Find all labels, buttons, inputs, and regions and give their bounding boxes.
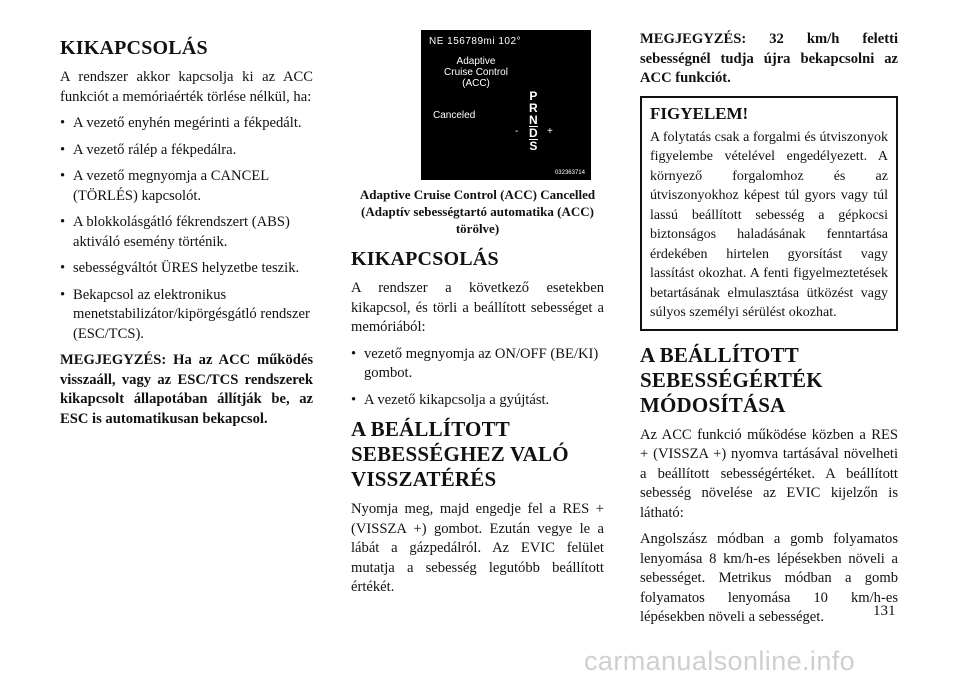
list-item: • A vezető rálép a fékpedálra.	[60, 141, 237, 158]
gear-r: R	[529, 101, 538, 115]
odometer-readout: NE 156789mi 102°	[429, 36, 522, 47]
section-heading: KIKAPCSOLÁS	[60, 37, 208, 59]
page-number: 131	[873, 603, 896, 619]
gear-p: P	[529, 89, 538, 103]
middle-column	[351, 30, 604, 605]
section-heading: KIKAPCSOLÁS	[351, 248, 499, 270]
plus-icon: +	[547, 126, 553, 137]
body-paragraph: Nyomja meg, majd engedje fel a RES + (VISSZA +) gombot. Ezután vegye le a lábát a gázpedálról. Az EVIC felület mutatja a sebesség legutóbb beállított értékét.	[351, 501, 604, 595]
figure-caption: Adaptive Cruise Control (ACC) Cancelled (Adaptív sebességtartó automatika (ACC) törölve)	[359, 187, 596, 236]
warning-box	[640, 96, 898, 331]
list-item: • A vezető kikapcsolja a gyújtást.	[351, 391, 550, 408]
warning-text: A folytatás csak a forgalmi és útviszonyok figyelembe vételével engedélyezett. A környező forgalomhoz és az útviszonyokhoz képest túl gyors vagy túl lassú beállított sebesség a gépkocsi biztonságos haladásának fenntartása érdekében hirtelen gyorsítást vagy lassítást okozhat. A fenti figyelmeztetések betartásának elmulasztása ütközést vagy súlyos személyi sérülést okozhat.	[650, 129, 888, 320]
figure-code: 032363714	[554, 170, 585, 176]
gear-n: N	[529, 113, 538, 127]
intro-paragraph: A rendszer a következő esetekben kikapcsol, és törli a beállított sebességet a memóriából:	[351, 280, 604, 335]
gear-d: D	[529, 126, 538, 140]
warning-title: FIGYELEM!	[650, 103, 749, 123]
gear-s: S	[529, 139, 538, 153]
condition-list	[60, 114, 313, 344]
minus-icon: -	[515, 126, 519, 137]
acc-status: Canceled	[433, 110, 476, 121]
body-paragraph: Az ACC funkció működése közben a RES + (VISSZA +) nyomva tartásával növelheti a beállított sebességértéket. A beállított sebesség növelése az EVIC kijelzőn is látható:	[640, 426, 898, 521]
section-heading: A BEÁLLÍTOTT SEBESSÉGÉRTÉK MÓDOSÍTÁSA	[640, 342, 823, 417]
evic-display-image	[421, 30, 591, 180]
intro-paragraph: A rendszer akkor kapcsolja ki az ACC funkciót a memóriaérték törlése nélkül, ha:	[60, 69, 313, 105]
list-item: • vezető megnyomja az ON/OFF (BE/KI) gombot.	[351, 345, 599, 381]
list-item: • A vezető enyhén megérinti a fékpedált.	[60, 115, 302, 131]
list-item: • A blokkolásgátló fékrendszert (ABS) aktiváló esemény történik.	[60, 214, 290, 250]
condition-list	[351, 345, 604, 411]
list-item: • sebességváltót ÜRES helyzetbe teszik.	[60, 260, 300, 276]
left-column	[60, 30, 313, 436]
gear-indicator	[529, 90, 538, 152]
note-paragraph: MEGJEGYZÉS: 32 km/h feletti sebességnél tudja újra bekapcsolni az ACC funkciót.	[640, 31, 898, 86]
acc-title: Adaptive Cruise Control (ACC)	[444, 56, 508, 89]
watermark: carmanualsonline.info	[584, 646, 856, 676]
note-paragraph: MEGJEGYZÉS: Ha az ACC működés visszaáll, vagy az ESC/TCS rendszerek kikapcsolt állapotában állítják be, az ESC is automatikusan bekapcsol.	[60, 352, 313, 427]
right-column	[640, 30, 898, 635]
body-paragraph: Angolszász módban a gomb folyamatos lenyomása 8 km/h-es lépésekben növeli a sebességet. Metrikus módban a gomb folyamatos lenyomása 10 km/h-es lépésekben növeli a sebességet.	[640, 531, 898, 625]
section-heading: A BEÁLLÍTOTT SEBESSÉGHEZ VALÓ VISSZATÉRÉS	[351, 417, 569, 491]
list-item: • A vezető megnyomja a CANCEL (TÖRLÉS) kapcsolót.	[60, 168, 269, 204]
list-item: • Bekapcsol az elektronikus menetstabilizátor/kipörgésgátló rendszer (ESC/TCS).	[60, 286, 310, 342]
